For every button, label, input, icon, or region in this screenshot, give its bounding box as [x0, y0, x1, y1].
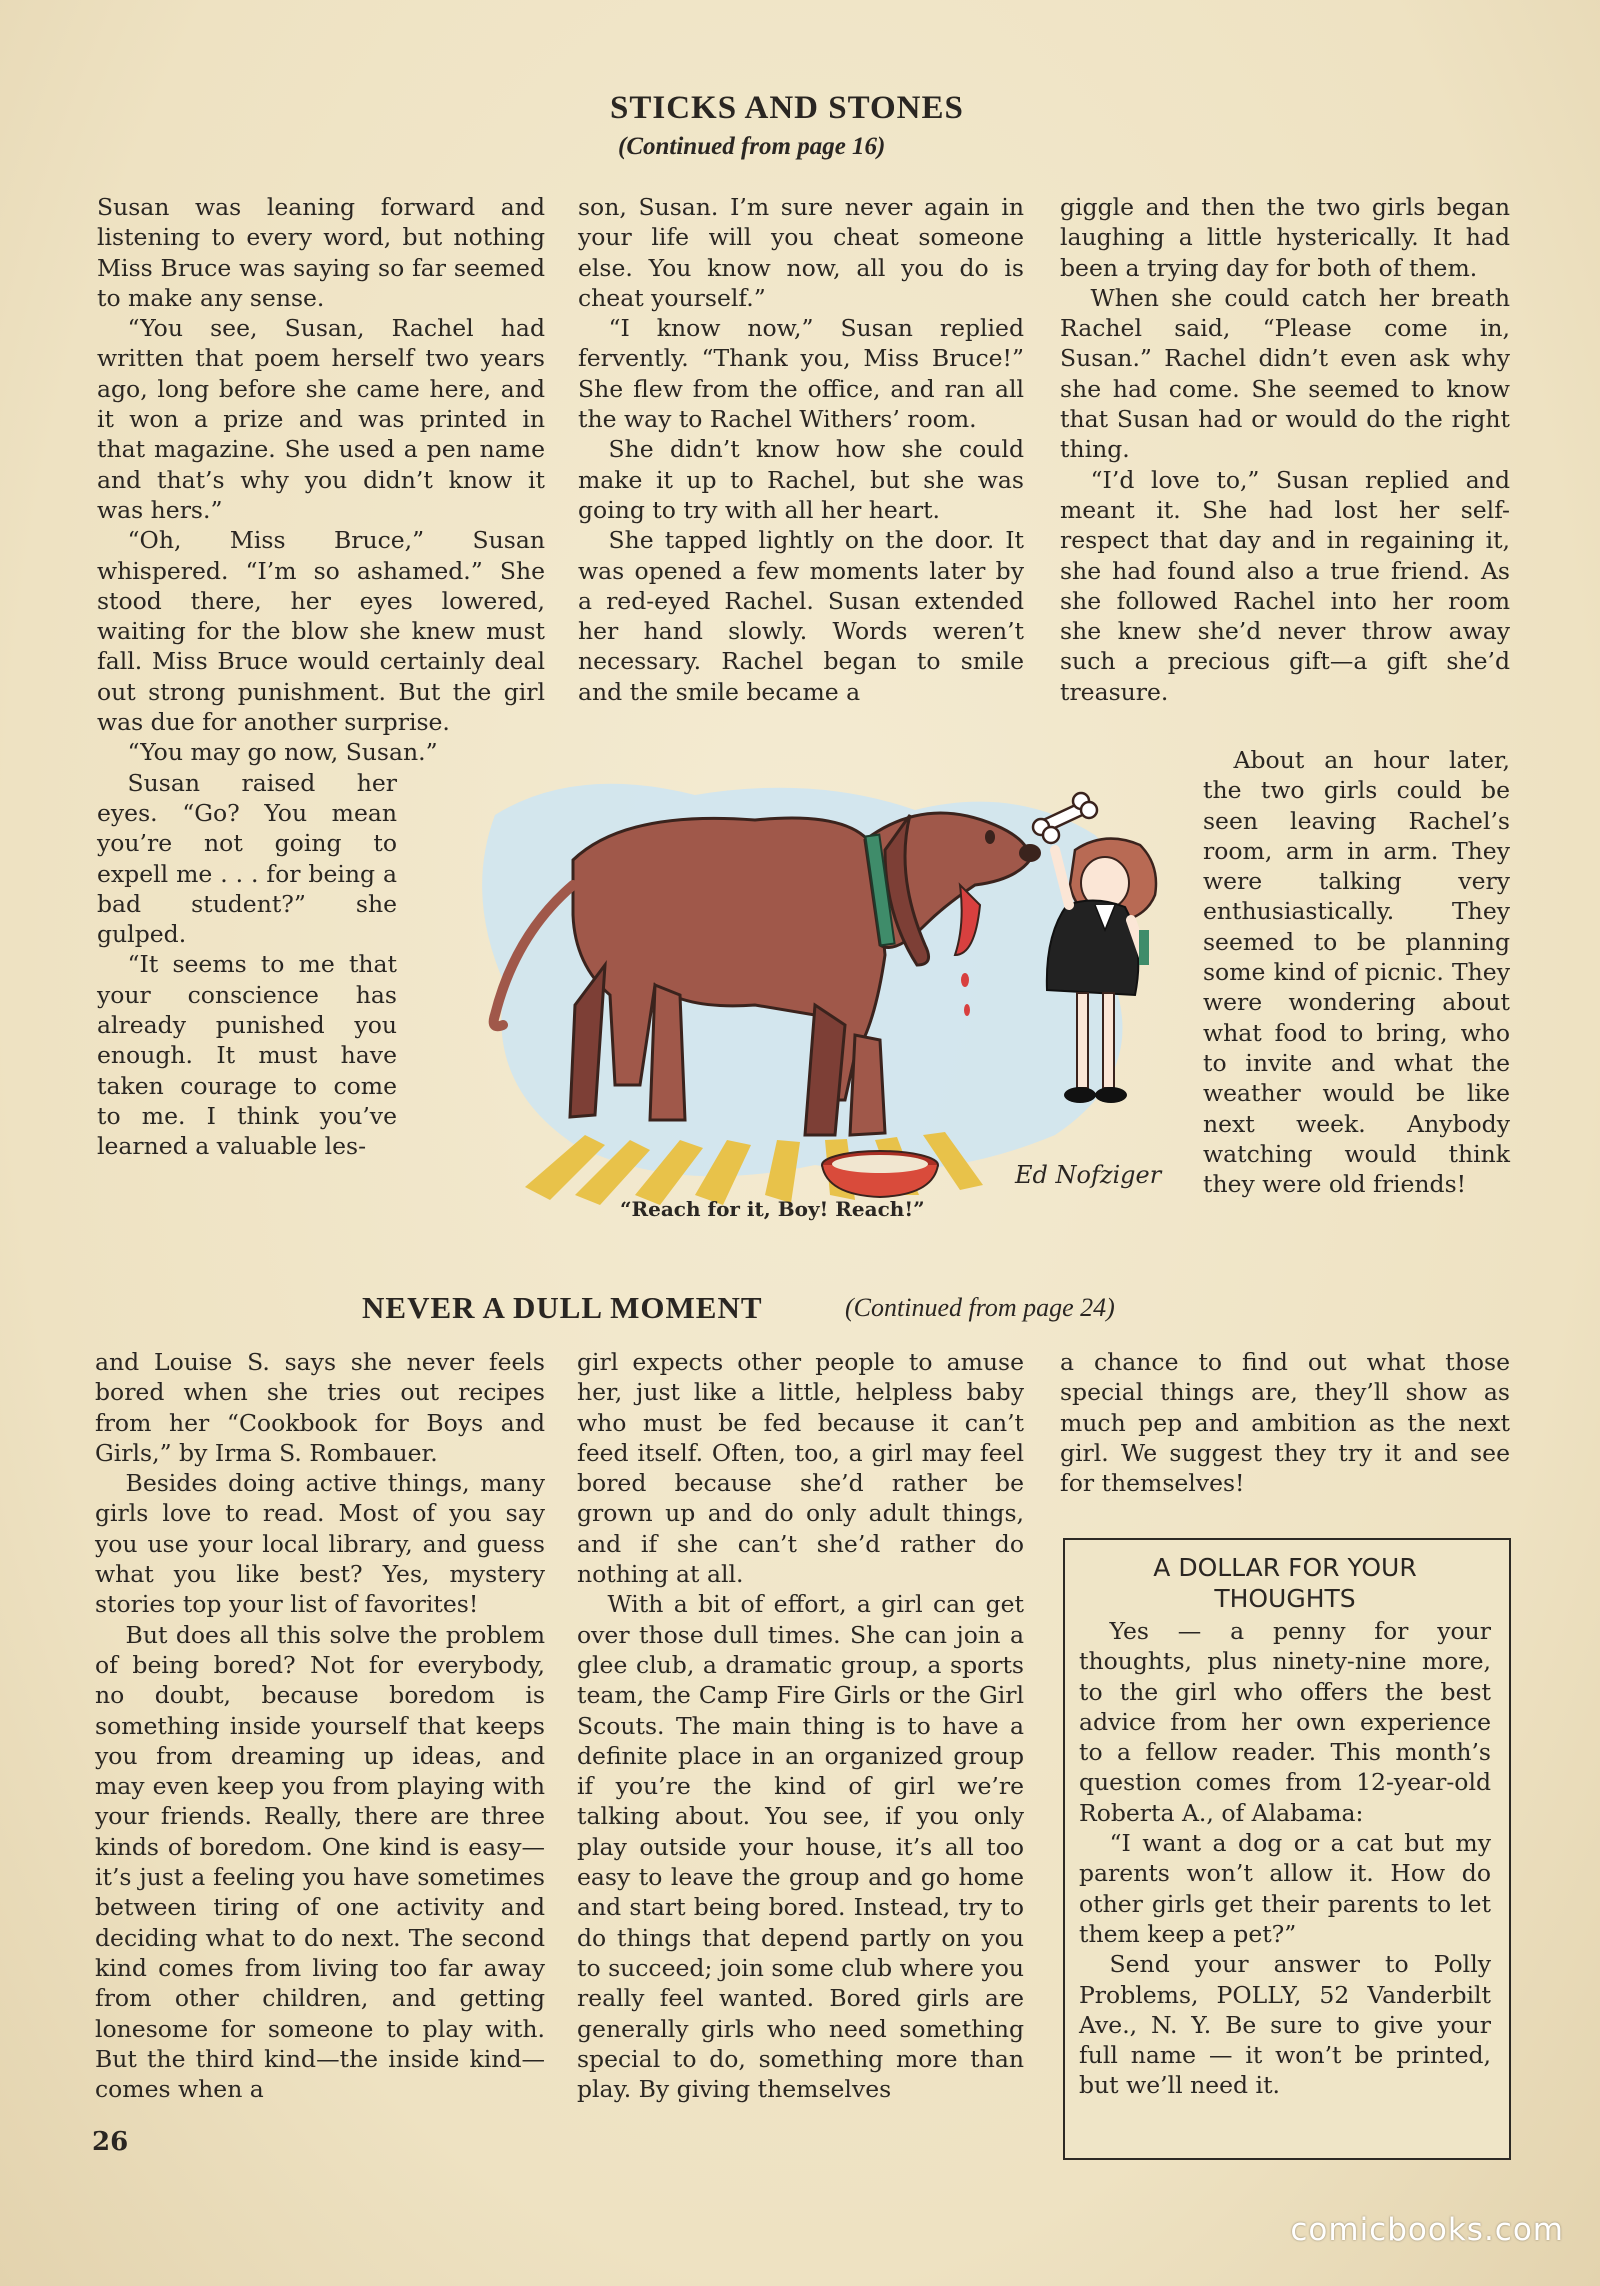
paragraph: and Louise S. says she never feels bored when she tries out recipes from her “Cookbook for Boys and Girls,” by Irma S. Rombauer. — [95, 1348, 545, 1467]
paragraph: Yes — a penny for your thoughts, plus ninety-nine more, to the girl who offers the best advice from her own experience to a fellow reader. This month’s question comes from 12-year-old Roberta A., of Alabama: — [1079, 1617, 1491, 1827]
dog-cartoon-illustration — [455, 755, 1195, 1235]
paragraph: When she could catch her breath Rachel said, “Please come in, Susan.” Rachel didn’t even ask why she had come. She seemed to know that Susan had or would do the right thing. — [1060, 283, 1510, 464]
story2-column-2 — [577, 1347, 1024, 2104]
paragraph: About an hour later, the two girls could be seen leaving Rachel’s room, arm in arm. They were talking very enthusiastically. They seemed to be planning some kind of picnic. They were wondering about what food to bring, who to invite and what the weather would be like next week. Anybody watching would think they were old friends! — [1203, 746, 1510, 1199]
story1-column-3-continued — [1203, 745, 1510, 1199]
box-heading: A DOLLAR FOR YOUR THOUGHTS — [1153, 1553, 1417, 1613]
paragraph: a chance to find out what those special things are, they’ll show as much pep and ambition as the next girl. We suggest they try it and see for themselves! — [1060, 1348, 1510, 1498]
story-title: NEVER A DULL MOMENT — [362, 1290, 763, 1325]
paragraph: “I’d love to,” Susan replied and meant it. She had lost her self-respect that day and in regaining it, she had found also a true friend. As she followed Rachel into her room she knew she’d never throw away such a precious gift—a gift she’d treasure. — [1060, 465, 1510, 706]
artist-signature: Ed Nofziger — [1015, 1161, 1162, 1189]
story1-column-3 — [1060, 192, 1510, 707]
paragraph: Send your answer to Polly Problems, POLLY, 52 Vanderbilt Ave., N. Y. Be sure to give your full name — it won’t be printed, but we’ll need it. — [1079, 1950, 1491, 2100]
paragraph: But does all this solve the problem of being bored? Not for everybody, no doubt, because boredom is something inside yourself that keeps you from dreaming up ideas, and may even keep you from playing with your friends. Really, there are three kinds of boredom. One kind is easy—it’s just a feeling you have sometimes between tiring of one activity and deciding what to do next. The second kind comes from living too far away from other children, and getting lonesome for someone to play with. But the third kind—the inside kind—comes when a — [95, 1620, 545, 2104]
paragraph: son, Susan. I’m sure never again in your life will you cheat someone else. You know now, all you do is cheat yourself.” — [578, 193, 1024, 312]
story1-column-2 — [578, 192, 1024, 707]
dollar-for-your-thoughts-box — [1063, 1538, 1511, 2160]
paragraph: “You may go now, Susan.” — [127, 738, 438, 767]
dog-nose — [1019, 844, 1041, 862]
story-title: STICKS AND STONES — [610, 90, 964, 126]
paragraph: Besides doing active things, many girls love to read. Most of you say you use your local library, and guess what you like best? Yes, mystery stories top your list of favorites! — [95, 1469, 545, 1619]
paragraph: “I know now,” Susan replied fervently. “Thank you, Miss Bruce!” She flew from the office, and ran all the way to Rachel Withers’ room. — [578, 314, 1024, 434]
story-continued-note: (Continued from page 24) — [845, 1293, 1115, 1322]
page-number: 26 — [92, 2127, 129, 2157]
story-continued-note: (Continued from page 16) — [618, 133, 886, 160]
paragraph: girl expects other people to amuse her, just like a little, helpless baby who must be fed because it can’t feed itself. Often, too, a girl may feel bored because she’d rather be grown up and do only adult things, and if she can’t she’d rather do nothing at all. — [577, 1348, 1024, 1589]
paragraph: “Oh, Miss Bruce,” Susan whispered. “I’m so ashamed.” She stood there, her eyes lowered, waiting for the blow she knew must fall. Miss Bruce would certainly deal out strong punishment. But the girl was due for another surprise. — [97, 526, 545, 737]
paragraph: “You see, Susan, Rachel had written that poem herself two years ago, long before she came here, and it won a prize and was printed in that magazine. She used a pen name and that’s why you didn’t know it was hers.” — [97, 314, 545, 524]
paragraph: She tapped lightly on the door. It was opened a few moments later by a red-eyed Rachel. Susan extended her hand slowly. Words weren’t necessary. Rachel began to smile and the smile became a — [578, 526, 1024, 706]
box-body — [1079, 1616, 1491, 2101]
paragraph: With a bit of effort, a girl can get over those dull times. She can join a glee club, a dramatic group, a sports team, the Camp Fire Girls or the Girl Scouts. The main thing is to have a definite place in an organized group if you’re the kind of girl we’re talking about. You see, if you only play outside your house, it’s all too easy to leave the group and go home and start being bored. Instead, try to do things that depend partly on you to succeed; join some club where you really feel wanted. Bored girls are generally girls who need something special to do, something more than play. By giving themselves — [577, 1590, 1024, 2104]
cartoon-caption: “Reach for it, Boy! Reach!” — [620, 1197, 925, 1221]
paragraph: Susan raised her eyes. “Go? You mean you’re not going to expell me . . . for being a bad student?” she gulped. — [97, 768, 397, 949]
watermark: comicbooks.com — [1290, 2212, 1564, 2248]
paragraph: “I want a dog or a cat but my parents won’t allow it. How do other girls get their parents to let them keep a pet?” — [1079, 1829, 1491, 1948]
story2-column-3 — [1060, 1347, 1510, 1498]
story2-column-1 — [95, 1347, 545, 2104]
paragraph: “It seems to me that your conscience has already punished you enough. It must have taken courage to come to me. I think you’ve learned a valuable les- — [97, 950, 397, 1161]
paragraph: giggle and then the two girls began laughing a little hysterically. It had been a trying day for both of them. — [1060, 193, 1510, 282]
paragraph: Susan was leaning forward and listening to every word, but nothing Miss Bruce was saying so far seemed to make any sense. — [97, 193, 545, 312]
paragraph: She didn’t know how she could make it up to Rachel, but she was going to try with all her heart. — [578, 435, 1024, 524]
